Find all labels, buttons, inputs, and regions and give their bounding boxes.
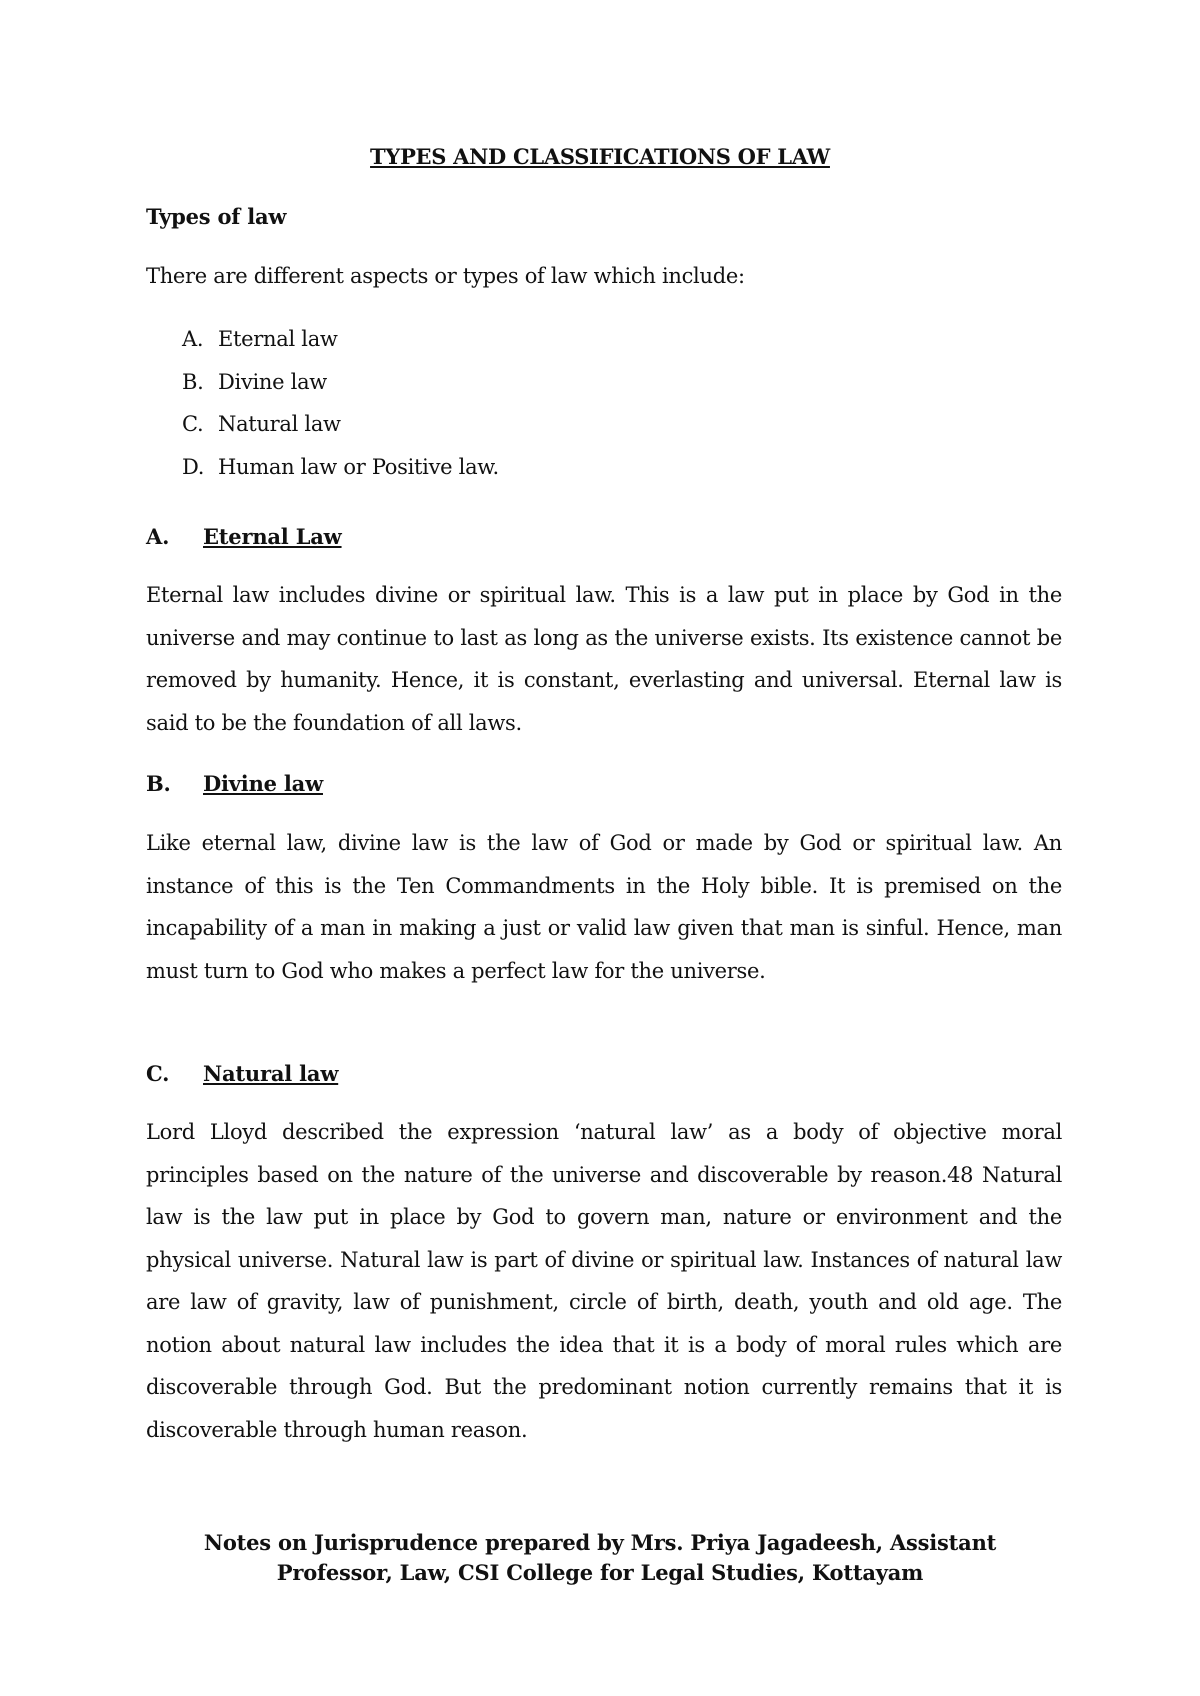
list-item-text: Natural law <box>218 412 341 436</box>
list-item-letter: B. <box>182 369 204 394</box>
section-title: Eternal Law <box>203 524 342 549</box>
intro-text: There are different aspects or types of law which include: <box>146 264 745 288</box>
section-heading-divine-law <box>146 771 323 796</box>
section-letter: C. <box>146 1061 170 1086</box>
section-body-eternal-law: Eternal law includes divine or spiritual law. This is a law put in place by God in the universe and may continue to last as long as the universe exists. Its existence cannot be removed by humanity. Hence, it is constant, everlasting and universal. Eternal law is said to be the foundation of all laws. <box>146 583 1062 735</box>
footer-line-1: Notes on Jurisprudence prepared by Mrs. Priya Jagadeesh, Assistant <box>203 1530 997 1555</box>
page-footer <box>0 1528 1200 1588</box>
footer-line-2: Professor, Law, CSI College for Legal Studies, Kottayam <box>276 1560 924 1585</box>
types-heading: Types of law <box>146 204 287 229</box>
list-item <box>182 324 499 367</box>
section-title: Natural law <box>203 1061 339 1086</box>
list-item <box>182 367 499 410</box>
list-item-letter: C. <box>182 412 204 436</box>
list-item-text: Eternal law <box>218 327 338 351</box>
section-body-divine-law: Like eternal law, divine law is the law of God or made by God or spiritual law. An instance of this is the Ten Commandments in the Holy bible. It is premised on the incapability of a man in making a just or valid law given that man is sinful. Hence, man must turn to God who makes a perfect law for the universe. <box>146 831 1062 983</box>
section-letter: B. <box>146 771 171 796</box>
list-item <box>182 452 499 495</box>
list-item-letter: A. <box>182 327 204 351</box>
page-title: TYPES AND CLASSIFICATIONS OF LAW <box>370 144 830 169</box>
section-body-natural-law: Lord Lloyd described the expression ‘natural law’ as a body of objective moral principles based on the nature of the universe and discoverable by reason.48 Natural law is the law put in place by God to govern man, nature or environment and the physical universe. Natural law is part of divine or spiritual law. Instances of natural law are law of gravity, law of punishment, circle of birth, death, youth and old age. The notion about natural law includes the idea that it is a body of moral rules which are discoverable through God. But the predominant notion currently remains that it is discoverable through human reason. <box>146 1120 1062 1442</box>
list-item-letter: D. <box>182 454 205 479</box>
types-list <box>182 324 499 494</box>
section-heading-natural-law <box>146 1061 338 1086</box>
list-item <box>182 409 499 452</box>
section-letter: A. <box>146 524 170 549</box>
section-heading-eternal-law <box>146 524 342 549</box>
list-item-text: Divine law <box>218 369 327 394</box>
section-title: Divine law <box>203 771 323 796</box>
list-item-text: Human law or Positive law. <box>218 454 499 479</box>
